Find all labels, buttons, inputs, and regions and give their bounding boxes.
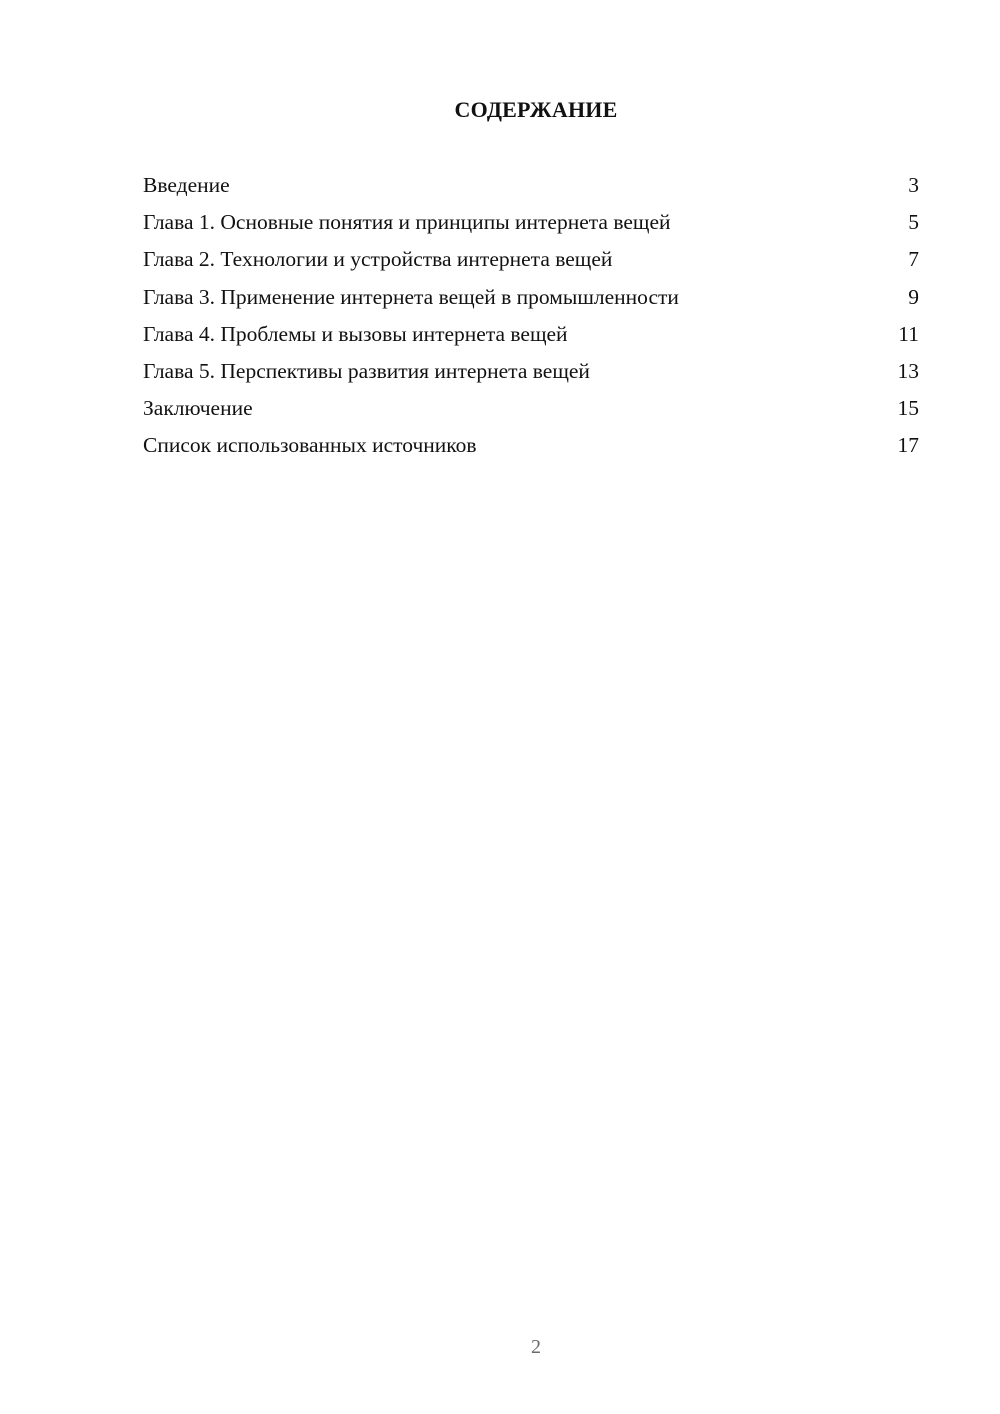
- toc-entry-title: Заключение: [143, 396, 253, 421]
- table-of-contents-heading: СОДЕРЖАНИЕ: [454, 97, 618, 122]
- toc-entry-conclusion: [143, 391, 919, 428]
- toc-entry-chapter-5: [143, 354, 919, 391]
- toc-entry-chapter-1: [143, 205, 919, 242]
- toc-entry-page-number: 15: [897, 396, 919, 421]
- toc-entry-title: Глава 2. Технологии и устройства интернета вещей: [143, 247, 613, 272]
- toc-entry-page-number: 13: [897, 358, 919, 383]
- toc-entry-page-number: 11: [898, 321, 919, 346]
- toc-entry-chapter-2: [143, 242, 919, 279]
- toc-entry-chapter-4: [143, 317, 919, 354]
- toc-entry-introduction: [143, 168, 919, 205]
- page-number: 2: [531, 1336, 541, 1358]
- toc-entry-page-number: 17: [897, 433, 919, 458]
- toc-entry-page-number: 5: [908, 210, 919, 235]
- toc-entry-title: Глава 1. Основные понятия и принципы интернета вещей: [143, 210, 671, 235]
- toc-entry-chapter-3: [143, 280, 919, 317]
- table-of-contents: [143, 168, 919, 466]
- toc-entry-references: [143, 428, 919, 465]
- toc-entry-title: Глава 3. Применение интернета вещей в промышленности: [143, 284, 679, 309]
- toc-entry-page-number: 9: [908, 284, 919, 309]
- toc-entry-page-number: 7: [908, 247, 919, 272]
- toc-entry-title: Глава 4. Проблемы и вызовы интернета вещей: [143, 321, 568, 346]
- toc-entry-title: Введение: [143, 173, 230, 197]
- toc-entry-page-number: 3: [908, 173, 919, 197]
- toc-entry-title: Список использованных источников: [143, 433, 477, 458]
- toc-entry-title: Глава 5. Перспективы развития интернета вещей: [143, 358, 590, 383]
